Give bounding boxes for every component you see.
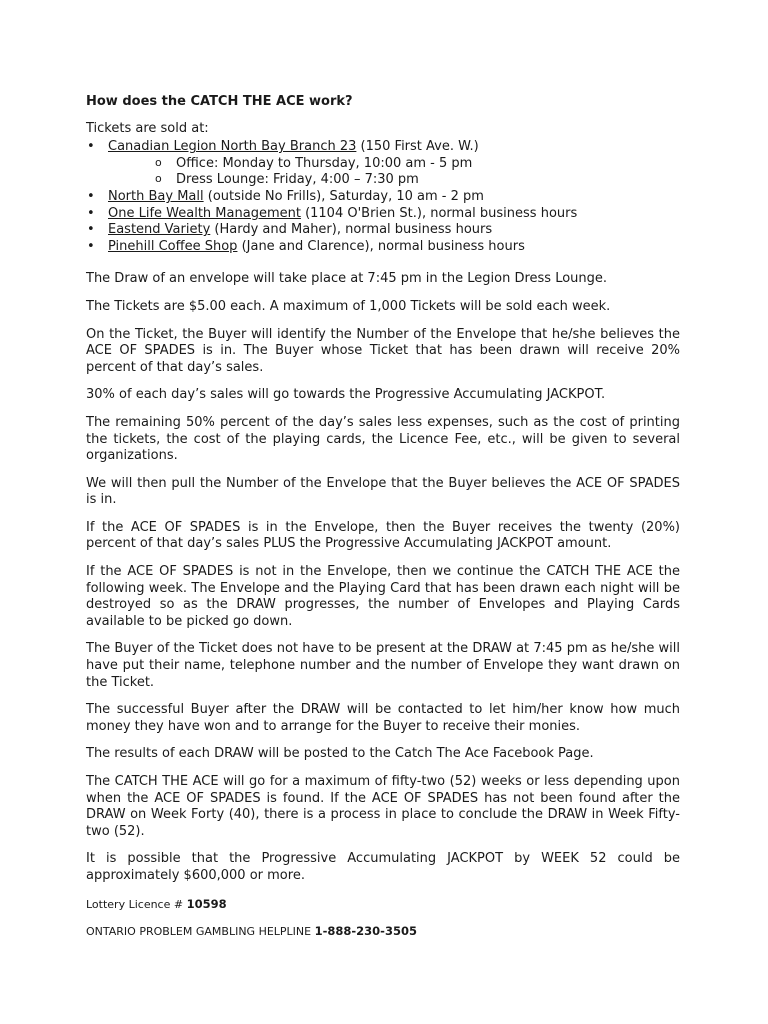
list-item-outlet — [86, 189, 680, 206]
paragraph-ticket-envelope: On the Ticket, the Buyer will identify the Number of the Envelope that he/she believes the ACE OF SPADES is in. The Buyer whose Ticket that has been drawn will receive 20% percent of that day’s sales. — [86, 326, 680, 375]
paragraph-pull-envelope: We will then pull the Number of the Envelope that the Buyer believes the ACE OF SPADES is in. — [86, 475, 680, 508]
paragraph-presence: The Buyer of the Ticket does not have to be present at the DRAW at 7:45 pm as he/she will have put their name, telephone number and the number of Envelope they want drawn on the Ticket. — [86, 641, 680, 690]
list-item-outlet — [86, 222, 680, 239]
paragraph-remaining-share: The remaining 50% percent of the day’s sales less expenses, such as the cost of printing the tickets, the cost of the playing cards, the Licence Fee, etc., will be given to several organizations. — [86, 414, 680, 464]
paragraph-ace-not-found: If the ACE OF SPADES is not in the Envelope, then we continue the CATCH THE ACE the following week. The Envelope and the Playing Card that has been drawn each night will be destroyed so as the DRAW progresses, the number of Envelopes and Playing Cards available to be picked go down. — [86, 564, 680, 629]
gambling-helpline — [86, 923, 680, 941]
list-item-outlet — [86, 206, 680, 223]
outlet-detail: (Jane and Clarence), normal business hours — [237, 238, 525, 254]
outlet-list — [86, 139, 680, 255]
lottery-licence — [86, 896, 680, 914]
paragraph-draw-time: The Draw of an envelope will take place at 7:45 pm in the Legion Dress Lounge. — [86, 271, 608, 287]
paragraph-duration: The CATCH THE ACE will go for a maximum of fifty-two (52) weeks or less depending upon when the ACE OF SPADES is found. If the ACE OF SPADES has not been found after the DRAW on Week Forty (40), there is a process in place to conclude the DRAW in Week Fifty-two (52). — [86, 774, 680, 839]
list-item-outlet — [86, 239, 680, 256]
page-title: How does the CATCH THE ACE work? — [86, 94, 353, 109]
paragraph-results: The results of each DRAW will be posted to the Catch The Ace Facebook Page. — [86, 746, 594, 762]
paragraph-jackpot-estimate: It is possible that the Progressive Accumulating JACKPOT by WEEK 52 could be approximately $600,000 or more. — [86, 851, 680, 883]
paragraph-ace-found: If the ACE OF SPADES is in the Envelope, then the Buyer receives the twenty (20%) percent of that day’s sales PLUS the Progressive Accumulating JACKPOT amount. — [86, 519, 680, 552]
outlet-name-link[interactable]: Canadian Legion North Bay Branch 23 — [108, 139, 357, 155]
intro-text: Tickets are sold at: — [86, 120, 209, 136]
outlet-detail: (outside No Frills), Saturday, 10 am - 2 pm — [203, 188, 484, 204]
licence-label: Lottery Licence # — [86, 897, 187, 911]
outlet-name-link[interactable]: Pinehill Coffee Shop — [108, 238, 238, 254]
outlet-sublist — [108, 156, 680, 189]
paragraph-jackpot-share: 30% of each day’s sales will go towards the Progressive Accumulating JACKPOT. — [86, 387, 606, 403]
paragraph-ticket-price: The Tickets are $5.00 each. A maximum of 1,000 Tickets will be sold each week. — [86, 298, 611, 314]
outlet-detail: (150 First Ave. W.) — [356, 139, 479, 155]
sub-list-item: o Dress Lounge: Friday, 4:00 – 7:30 pm — [108, 172, 680, 189]
list-item-outlet — [86, 139, 680, 189]
outlet-name-link[interactable]: Eastend Variety — [108, 222, 211, 238]
helpline-label: ONTARIO PROBLEM GAMBLING HELPLINE — [86, 925, 315, 939]
outlet-detail: (1104 O'Brien St.), normal business hours — [300, 205, 578, 221]
licence-number: 10598 — [186, 896, 227, 911]
paragraph-winner-contact: The successful Buyer after the DRAW will be contacted to let him/her know how much money they have won and to arrange for the Buyer to receive their monies. — [86, 702, 680, 734]
helpline-number: 1-888-230-3505 — [314, 924, 417, 939]
outlet-name-link[interactable]: One Life Wealth Management — [108, 205, 301, 221]
outlet-detail: (Hardy and Maher), normal business hours — [210, 222, 493, 238]
outlet-name-link[interactable]: North Bay Mall — [108, 188, 204, 204]
sub-list-item: o Office: Monday to Thursday, 10:00 am - 5 pm — [108, 156, 680, 173]
